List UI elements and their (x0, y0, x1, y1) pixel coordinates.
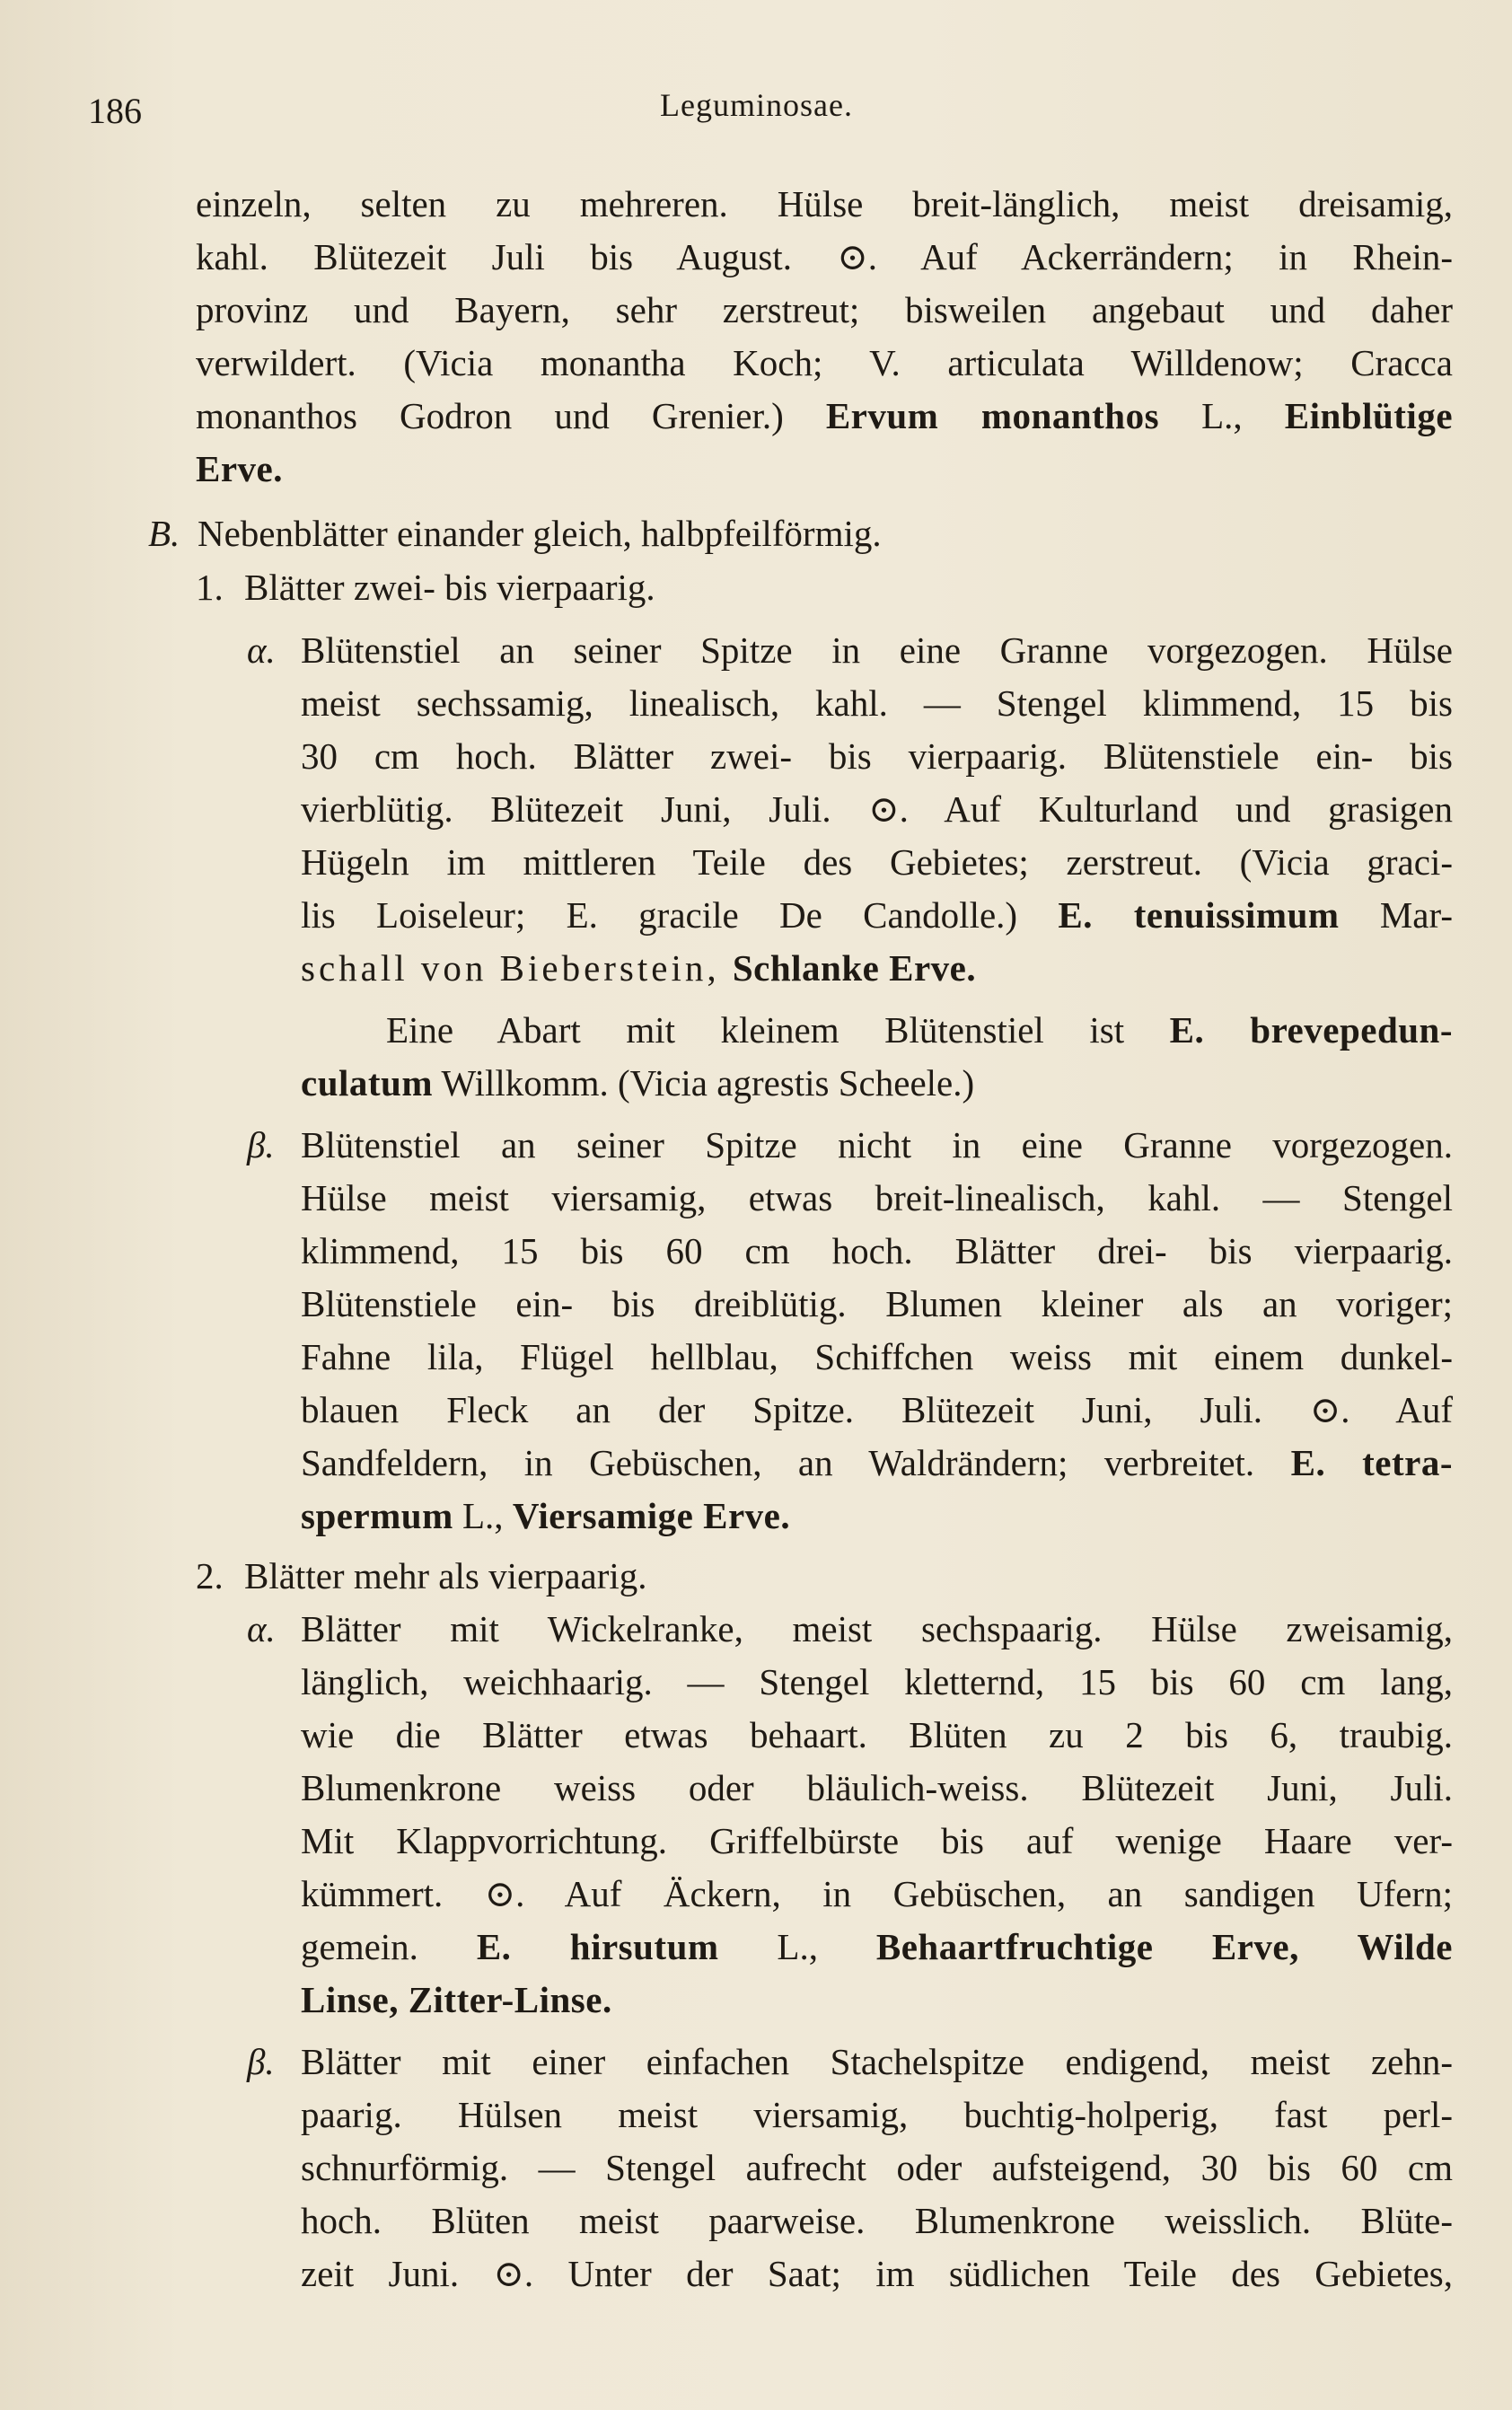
text-line: gemein. E. hirsutum L., Behaartfruchtige Erve, Wilde (301, 1926, 1454, 1967)
text-line: provinz und Bayern, sehr zerstreut; bisweilen angebaut und daher (196, 289, 1453, 330)
text-line: culatum Willkomm. (Vicia agrestis Scheele.) (301, 1062, 975, 1104)
common-name: Viersamige Erve. (512, 1495, 791, 1536)
item-number: 2. (196, 1555, 224, 1596)
text-line: schnurförmig. — Stengel aufrecht oder aufsteigend, 30 bis 60 cm (301, 2147, 1453, 2188)
species-name: E. hirsutum (476, 1926, 719, 1967)
text-line: paarig. Hülsen meist viersamig, buchtig-holperig, fast perl- (301, 2094, 1453, 2135)
text-line: Blätter mit einer einfachen Stachelspitze endigend, meist zehn- (301, 2041, 1453, 2082)
species-name: culatum (301, 1062, 433, 1104)
common-name: Linse, Zitter-Linse. (301, 1979, 612, 2020)
text-line: 30 cm hoch. Blätter zwei- bis vierpaarig. Blütenstiele ein- bis (301, 735, 1453, 777)
text-line: verwildert. (Vicia monantha Koch; V. articulata Willdenow; Cracca (196, 342, 1453, 383)
text-line: kümmert. ⊙. Auf Äckern, in Gebüschen, an sandigen Ufern; (301, 1873, 1453, 1914)
species-name: Ervum monanthos (825, 395, 1160, 436)
subitem-marker: α. (247, 629, 276, 671)
subitem-marker: β. (247, 2041, 275, 2082)
species-name: E. tetra- (1290, 1442, 1453, 1483)
item-heading: Blätter zwei- bis vierpaarig. (244, 567, 655, 608)
text-line: kahl. Blütezeit Juli bis August. ⊙. Auf Ackerrändern; in Rhein- (196, 236, 1453, 277)
item-number: 1. (196, 567, 224, 608)
common-name: Einblütige (1284, 395, 1454, 436)
text-line: Eine Abart mit kleinem Blütenstiel ist E. brevepedun- (386, 1009, 1453, 1051)
text-line: länglich, weichhaarig. — Stengel kletternd, 15 bis 60 cm lang, (301, 1661, 1453, 1702)
text-line: Blätter mit Wickelranke, meist sechspaarig. Hülse zweisamig, (301, 1608, 1453, 1649)
section-heading: Nebenblätter einander gleich, halbpfeilförmig. (198, 513, 882, 554)
text-line: wie die Blätter etwas behaart. Blüten zu 2 bis 6, traubig. (301, 1714, 1453, 1755)
common-name: Schlanke Erve. (732, 947, 977, 989)
page-number: 186 (88, 91, 142, 131)
text-line: Mit Klappvorrichtung. Griffelbürste bis auf wenige Haare ver- (301, 1820, 1453, 1861)
common-name: Behaartfruchtige Erve, Wilde (875, 1926, 1454, 1967)
text-line: klimmend, 15 bis 60 cm hoch. Blätter drei- bis vierpaarig. (301, 1230, 1453, 1271)
text-line: Hügeln im mittleren Teile des Gebietes; zerstreut. (Vicia graci- (301, 841, 1453, 883)
text-line: meist sechssamig, linealisch, kahl. — Stengel klimmend, 15 bis (301, 682, 1453, 724)
running-title: Leguminosae. (660, 87, 853, 123)
text-line: Blütenstiel an seiner Spitze in eine Granne vorgezogen. Hülse (301, 629, 1453, 671)
text-line: Blumenkrone weiss oder bläulich-weiss. Blütezeit Juni, Juli. (301, 1767, 1453, 1808)
text-line: Blütenstiele ein- bis dreiblütig. Blumen kleiner als an voriger; (301, 1283, 1453, 1324)
species-name: E. brevepedun- (1169, 1009, 1453, 1051)
text-line: spermum L., Viersamige Erve. (301, 1495, 791, 1536)
text-line: Hülse meist viersamig, etwas breit-linealisch, kahl. — Stengel (301, 1177, 1453, 1218)
text-line: Fahne lila, Flügel hellblau, Schiffchen weiss mit einem dunkel- (301, 1336, 1453, 1377)
species-name: spermum (301, 1495, 453, 1536)
subitem-marker: β. (247, 1124, 275, 1165)
text-line: einzeln, selten zu mehreren. Hülse breit-länglich, meist dreisamig, (196, 183, 1453, 224)
text-line: lis Loiseleur; E. gracile De Candolle.) E. tenuissimum Mar- (301, 894, 1453, 936)
text-line (196, 443, 1453, 495)
text-line: zeit Juni. ⊙. Unter der Saat; im südlichen Teile des Gebietes, (301, 2253, 1453, 2294)
text-line: vierblütig. Blütezeit Juni, Juli. ⊙. Auf Kulturland und grasigen (301, 788, 1453, 830)
text-line: hoch. Blüten meist paarweise. Blumenkrone weisslich. Blüte- (301, 2200, 1453, 2241)
species-name: E. tenuissimum (1058, 894, 1340, 936)
section-marker: B. (148, 513, 180, 554)
text-line: blauen Fleck an der Spitze. Blütezeit Juni, Juli. ⊙. Auf (301, 1389, 1453, 1430)
item-heading: Blätter mehr als vierpaarig. (244, 1555, 647, 1596)
text-line: Sandfeldern, in Gebüschen, an Waldrändern; verbreitet. E. tetra- (301, 1442, 1453, 1483)
text-line: schall von Bieberstein, Schlanke Erve. (301, 947, 977, 989)
text-line (301, 1974, 1453, 2026)
subitem-marker: α. (247, 1608, 276, 1649)
text-line: Blütenstiel an seiner Spitze nicht in eine Granne vorgezogen. (301, 1124, 1453, 1165)
common-name: Erve. (196, 448, 283, 489)
text-line: monanthos Godron und Grenier.) Ervum monanthos L., Einblütige (196, 395, 1454, 436)
